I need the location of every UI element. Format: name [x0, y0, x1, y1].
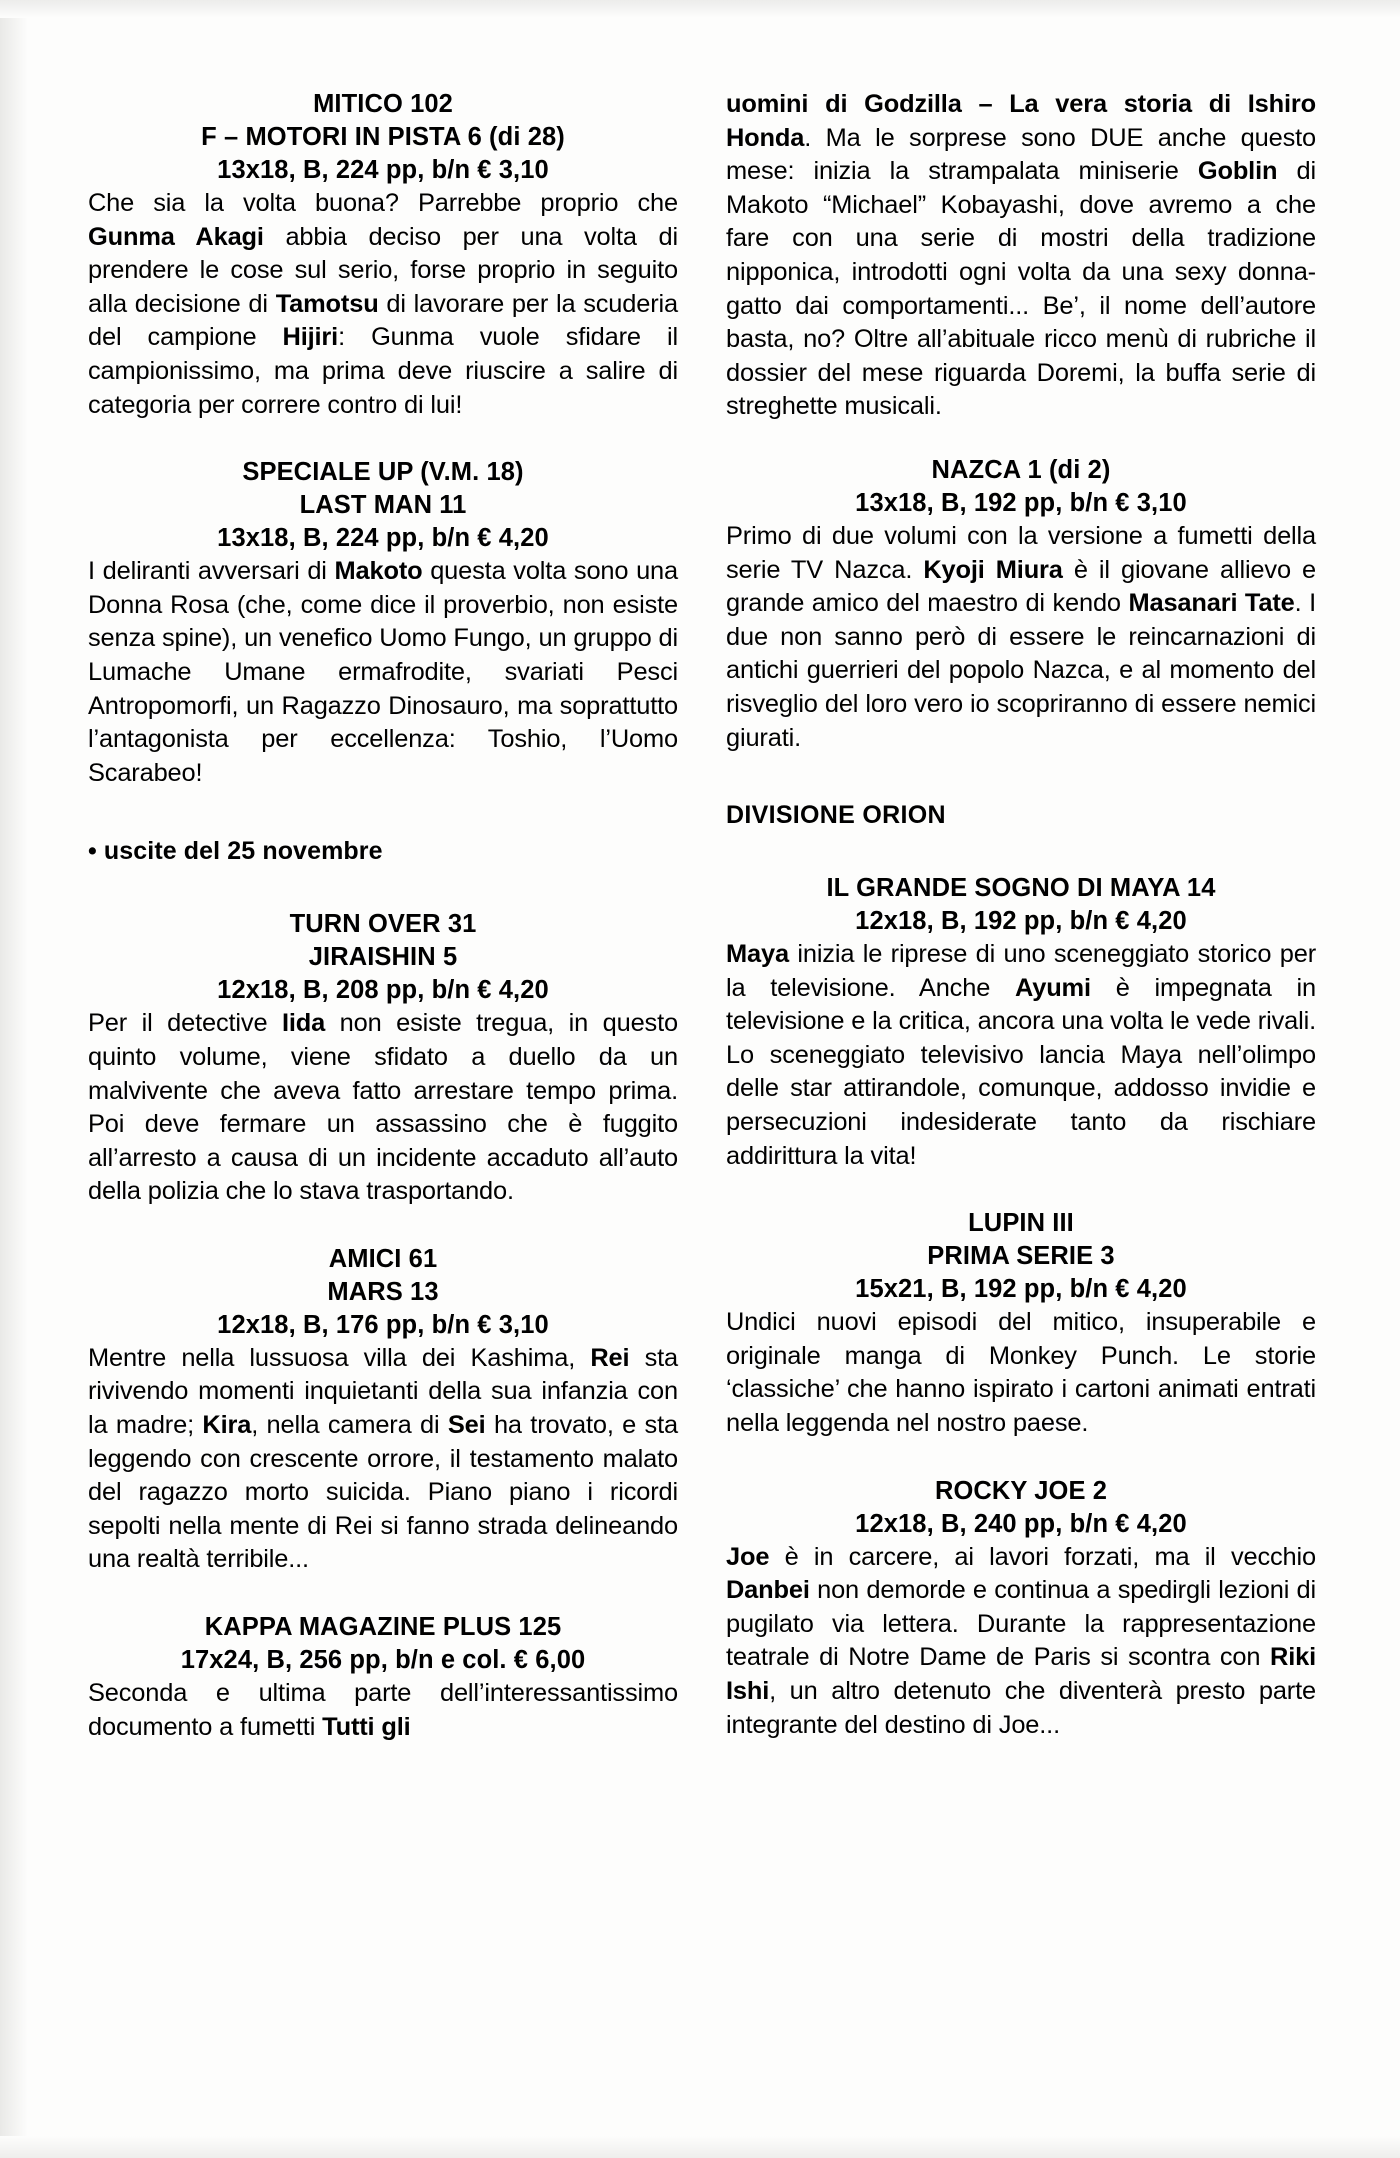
spacer	[88, 1581, 678, 1611]
entry-specs: 13x18, B, 224 pp, b/n € 4,20	[217, 524, 549, 553]
entry-title: F – MOTORI IN PISTA 6 (di 28)	[201, 123, 565, 151]
scan-edge-top	[0, 0, 1400, 18]
series-name: IL GRANDE SOGNO DI MAYA 14	[826, 874, 1216, 903]
entry-specs: 12x18, B, 192 pp, b/n € 4,20	[855, 907, 1187, 936]
entry-title: MARS 13	[327, 1277, 439, 1306]
entry-amici-61	[88, 1243, 678, 1577]
scan-edge-left	[0, 0, 28, 2158]
series-name: ROCKY JOE 2	[934, 1476, 1108, 1505]
entry-description: I deliranti avversari di Makoto questa volta sono una Donna Rosa (che, come dice il proverbio, non esiste senza spine), un venefico Uomo Fungo, un gruppo di Lumache Umane ermafrodite, svariati Pesci Antropomorfi, un Ragazzo Dinosauro, ma soprattutto l’antagonista per eccellenza: Toshio, l’Uomo Scarabeo!	[88, 557, 678, 787]
entry-specs: 17x24, B, 256 pp, b/n e col. € 6,00	[180, 1646, 586, 1675]
entry-specs: 12x18, B, 240 pp, b/n € 4,20	[855, 1509, 1187, 1538]
entry-mitico-102	[88, 88, 678, 422]
entry-il-grande-sogno-di-maya-14	[726, 872, 1316, 1173]
entry-specs: 12x18, B, 176 pp, b/n € 3,10	[217, 1310, 549, 1339]
continued-description: uomini di Godzilla – La vera storia di Ishiro Honda. Ma le sorprese sono DUE anche questo mese: inizia la strampalata miniserie Goblin di Makoto “Michael” Kobayashi, dove avremo a che fare con una serie di mostri della tradizione nipponica, introdotti ogni volta da una sexy donna-gatto dai comportamenti... Be’, il nome dell’autore basta, no? Oltre all’abituale ricco menù di rubriche il dossier del mese riguarda Doremi, la buffa serie di streghette musicali.	[726, 90, 1316, 421]
entry-description: Undici nuovi episodi del mitico, insuperabile e originale manga di Monkey Punch. Le storie ‘classiche’ che hanno ispirato i cartoni animati entrati nella leggenda nel nostro paese.	[726, 1308, 1316, 1438]
spacer	[88, 868, 678, 908]
entry-kappa-magazine-plus-125	[88, 1611, 678, 1744]
spacer	[726, 759, 1316, 799]
entry-rocky-joe-2	[726, 1475, 1316, 1743]
section-heading-divisione-orion: DIVISIONE ORION	[726, 801, 946, 830]
entry-nazca-1	[726, 454, 1316, 755]
series-name: NAZCA 1 (di 2)	[931, 455, 1111, 484]
left-column	[88, 88, 678, 1748]
scan-edge-bottom	[0, 2136, 1400, 2158]
series-name: TURN OVER 31	[289, 910, 477, 939]
entry-turn-over-31	[88, 908, 678, 1209]
spacer	[726, 832, 1316, 872]
entry-description: Mentre nella lussuosa villa dei Kashima, Rei sta rivivendo momenti inquietanti della sua infanzia con la madre; Kira, nella camera di Sei ha trovato, e sta leggendo con crescente orrore, il testamento malato del ragazzo morto suicida. Piano piano i ricordi sepolti nella mente di Rei si fanno strada delineando una realtà terribile...	[88, 1343, 678, 1574]
spacer	[88, 1213, 678, 1243]
spacer	[726, 1445, 1316, 1475]
series-name: KAPPA MAGAZINE PLUS 125	[204, 1613, 562, 1642]
entry-description: Maya inizia le riprese di uno sceneggiato storico per la televisione. Anche Ayumi è impegnata in televisione e la critica, ancora una volta le vede rivali. Lo sceneggiato televisivo lancia Maya nell’olimpo delle star attirandole, comunque, addosso invidie e persecuzioni indesiderate tanto da rischiare addirittura la vita!	[726, 940, 1316, 1170]
entry-title: JIRAISHIN 5	[308, 943, 458, 972]
entry-description: Per il detective Iida non esiste tregua, in questo quinto volume, viene sfidato a duello da un malvivente che aveva fatto arrestare tempo prima. Poi deve fermare un assassino che è fuggito all’arresto a causa di un incidente accaduto all’auto della polizia che lo stava trasportando.	[88, 1009, 678, 1206]
entry-specs: 13x18, B, 224 pp, b/n € 3,10	[217, 156, 549, 184]
spacer	[88, 426, 678, 456]
entry-specs: 15x21, B, 192 pp, b/n € 4,20	[855, 1275, 1187, 1304]
entry-description: Primo di due volumi con la versione a fumetti della serie TV Nazca. Kyoji Miura è il giovane allievo e grande amico del maestro di kendo Masanari Tate. I due non sanno però di essere le reincarnazioni di antichi guerrieri del popolo Nazca, e al momento del risveglio del loro vero io scopriranno di essere nemici giurati.	[726, 521, 1317, 752]
entry-description: Joe è in carcere, ai lavori forzati, ma il vecchio Danbei non demorde e continua a spedirgli lezioni di pugilato via lettera. Durante la rappresentazione teatrale di Notre Dame de Paris si scontra con Riki Ishi, un altro detenuto che diventerà presto parte integrante del destino di Joe...	[726, 1542, 1316, 1739]
spacer	[88, 794, 678, 834]
entry-lupin-iii	[726, 1207, 1316, 1440]
two-column-body	[88, 88, 1316, 1748]
release-date-heading: • uscite del 25 novembre	[88, 837, 383, 866]
entry-specs: 13x18, B, 192 pp, b/n € 3,10	[855, 488, 1187, 517]
entry-title: PRIMA SERIE 3	[927, 1242, 1115, 1271]
series-name: AMICI 61	[328, 1244, 438, 1273]
series-name: MITICO 102	[313, 90, 453, 118]
right-column	[726, 88, 1316, 1748]
entry-description: Seconda e ultima parte dell’interessantissimo documento a fumetti Tutti gli	[88, 1679, 678, 1741]
series-name: SPECIALE UP (V.M. 18)	[242, 458, 524, 487]
series-name: LUPIN III	[968, 1209, 1074, 1238]
spacer	[726, 424, 1316, 454]
entry-speciale-up	[88, 456, 678, 790]
entry-description: Che sia la volta buona? Parrebbe proprio che Gunma Akagi abbia deciso per una volta di prendere le cose sul serio, forse proprio in seguito alla decisione di Tamotsu di lavorare per la scuderia del campione Hijiri: Gunma vuole sfidare il campionissimo, ma prima deve riuscire a salire di categoria per correre contro di lui!	[88, 189, 678, 419]
entry-specs: 12x18, B, 208 pp, b/n € 4,20	[217, 976, 549, 1005]
spacer	[726, 1177, 1316, 1207]
entry-title: LAST MAN 11	[299, 491, 467, 520]
